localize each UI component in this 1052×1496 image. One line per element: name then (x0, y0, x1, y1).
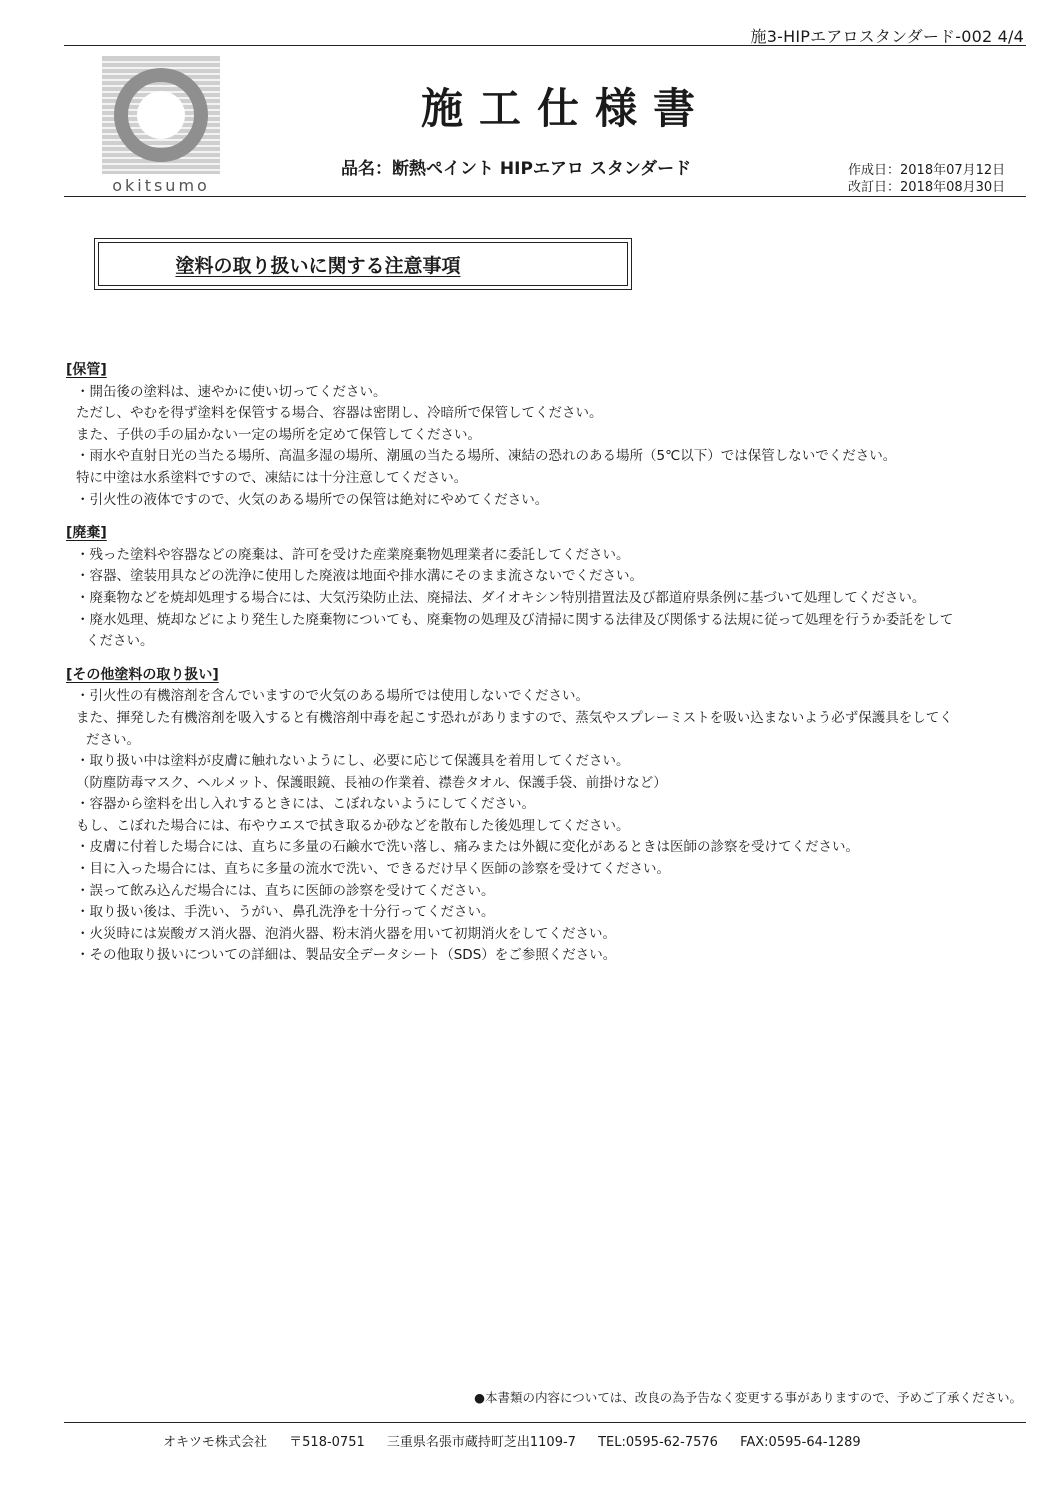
list-item: ・目に入った場合には、直ちに多量の流水で洗い、できるだけ早く医師の診察を受けてください。 (76, 861, 670, 878)
postal-code: 〒518-0751 (289, 1435, 365, 1450)
list-item: ・開缶後の塗料は、速やかに使い切ってください。 (76, 383, 387, 400)
list-item: ・廃棄物などを焼却処理する場合には、大気汚染防止法、廃掃法、ダイオキシン特別措置法及び都道府県条例に基づいて処理してください。 (76, 589, 926, 606)
company-name: オキツモ株式会社 (163, 1435, 268, 1450)
fax-number: FAX:0595-64-1289 (740, 1435, 861, 1450)
header-divider (64, 196, 1026, 197)
list-item: ・雨水や直射日光の当たる場所、高温多湿の場所、潮風の当たる場所、凍結の恐れのある場所（5℃以下）では保管しないでください。 (76, 448, 897, 465)
list-item: また、揮発した有機溶剤を吸入すると有機溶剤中毒を起こす恐れがありますので、蒸気やスプレーミストを吸い込まないよう必ず保護具をしてください。 (76, 709, 953, 748)
list-item: ただし、やむを得ず塗料を保管する場合、容器は密閉し、冷暗所で保管してください。 (76, 405, 603, 422)
section-title: [保管] (66, 362, 107, 378)
list-item: ・引火性の有機溶剤を含んでいますので火気のある場所では使用しないでください。 (76, 688, 589, 705)
created-date: 作成日：2018年07月12日 (848, 163, 1006, 178)
logo-mark-icon (102, 56, 220, 174)
section-title: [その他塗料の取り扱い] (66, 666, 219, 683)
company-address: 三重県名張市蔵持町芝出1109-7 (386, 1435, 576, 1450)
product-name: 品名：断熱ペイント HIPエアロ スタンダード (341, 159, 692, 179)
list-item: また、子供の手の届かない一定の場所を定めて保管してください。 (76, 426, 481, 443)
company-logo (102, 56, 220, 195)
list-item: ・容器から塗料を出し入れするときには、こぼれないようにしてください。 (76, 796, 535, 813)
list-item: ・誤って飲み込んだ場合には、直ちに医師の診察を受けてください。 (76, 882, 495, 899)
list-item: 特に中塗は水系塗料ですので、凍結には十分注意してください。 (76, 469, 468, 486)
section-heading-box (94, 238, 632, 290)
page-title: 施工仕様書 (420, 84, 711, 133)
document-id: 施3-HIPエアロスタンダード-002 4/4 (750, 27, 1024, 46)
logo-text: okitsumo (112, 176, 210, 195)
top-divider (64, 45, 1026, 46)
list-item: ・容器、塗装用具などの洗浄に使用した廃液は地面や排水溝にそのまま流さないでください。 (76, 568, 643, 585)
footer-divider (64, 1422, 1026, 1423)
precautions-content (66, 360, 966, 979)
section-heading: 塗料の取り扱いに関する注意事項 (175, 254, 461, 277)
list-item: もし、こぼれた場合には、布やウエスで拭き取るか砂などを散布した後処理してください。 (76, 817, 630, 834)
phone-number: TEL:0595-62-7576 (598, 1435, 718, 1450)
document-dates (848, 162, 1005, 196)
revised-date: 改訂日：2018年08月30日 (848, 180, 1006, 195)
storage-section (66, 360, 966, 511)
list-item: ・取り扱い中は塗料が皮膚に触れないようにし、必要に応じて保護具を着用してください。 (76, 753, 630, 770)
other-handling-section (66, 665, 966, 967)
list-item: ・残った塗料や容器などの廃棄は、許可を受けた産業廃棄物処理業者に委託してください。 (76, 546, 630, 563)
list-item: ・火災時には炭酸ガス消火器、泡消火器、粉末消火器を用いて初期消火をしてください。 (76, 925, 616, 942)
list-item: ・廃水処理、焼却などにより発生した廃棄物についても、廃棄物の処理及び清掃に関する法律及び関係する法規に従って処理を行うか委託をしてください。 (76, 611, 954, 650)
change-notice: ●本書類の内容については、改良の為予告なく変更する事がありますので、予めご了承ください。 (474, 1390, 1022, 1405)
list-item: ・皮膚に付着した場合には、直ちに多量の石鹸水で洗い落し、痛みまたは外観に変化があるときは医師の診察を受けてください。 (76, 839, 859, 856)
footer (163, 1431, 877, 1450)
list-item: ・取り扱い後は、手洗い、うがい、鼻孔洗浄を十分行ってください。 (76, 904, 495, 921)
disposal-section (66, 523, 966, 653)
list-item: ・その他取り扱いについての詳細は、製品安全データシート（SDS）をご参照ください。 (76, 947, 617, 964)
section-title: [廃棄] (66, 525, 107, 542)
list-item: ・引火性の液体ですので、火気のある場所での保管は絶対にやめてください。 (76, 491, 549, 508)
list-item: （防塵防毒マスク、ヘルメット、保護眼鏡、長袖の作業着、襟巻タオル、保護手袋、前掛けなど） (76, 774, 667, 791)
